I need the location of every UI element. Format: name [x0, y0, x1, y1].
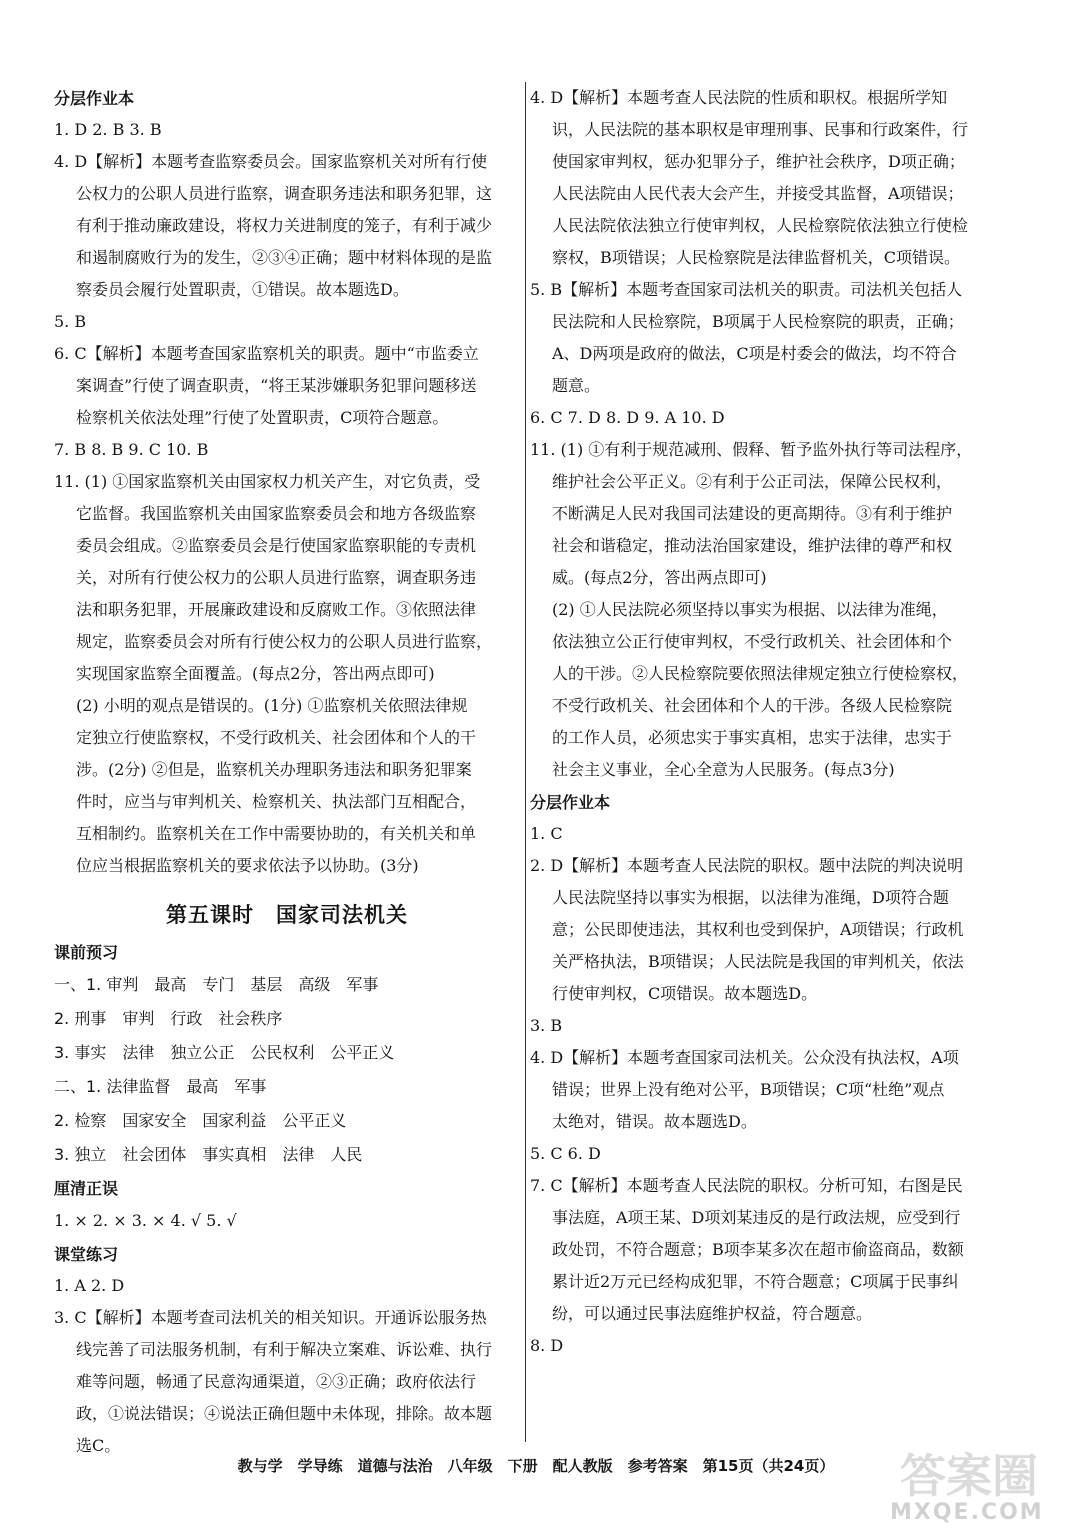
preview-answers [54, 968, 520, 1172]
section-heading-preview: 课前预习 [54, 943, 119, 962]
answer-line: 它监督。我国监察机关由国家监察委员会和地方各级监察 [76, 504, 477, 523]
answer-line: 涉。(2分) ②但是，监察机关办理职务违法和职务犯罪案 [76, 760, 472, 779]
answer-line: 检察机关依法处理”行使了处置职责，C项符合题意。 [76, 408, 449, 427]
answer-line: 3. 独立 社会团体 事实真相 法律 人民 [54, 1145, 363, 1164]
answer-line: 8. D [530, 1336, 564, 1355]
answer-line: A、D两项是政府的做法，C项是村委会的做法，均不符合 [552, 344, 957, 363]
answer-line: 6. C【解析】本题考查国家监察机关的职责。题中“市监委立 [54, 344, 479, 363]
answer-line: 意；公民即使违法，其权利也受到保护，A项错误；行政机 [552, 920, 964, 939]
answer-line: 和遏制腐败行为的发生，②③④正确；题中材料体现的是监 [76, 248, 493, 267]
answer-line: 5. B [54, 312, 87, 331]
answer-line: 错误；世界上没有绝对公平，B项错误；C项“杜绝”观点 [552, 1080, 945, 1099]
answer-line: 的工作人员，必须忠实于事实真相，忠实于法律，忠实于 [552, 728, 953, 747]
left-column [54, 82, 520, 1462]
answer-line: 有利于推动廉政建设，将权力关进制度的笼子，有利于减少 [76, 216, 493, 235]
answer-line: 线完善了司法服务机制，有利于解决立案难、诉讼难、执行 [76, 1340, 493, 1359]
answer-line: 依法独立公正行使审判权，不受行政机关、社会团体和个 [552, 632, 953, 651]
layered-homework-answers-2 [530, 818, 1000, 1362]
answer-line: 规定，监察委员会对所有行使公权力的公职人员进行监察， [76, 632, 493, 651]
answer-line: 累计近2万元已经构成犯罪，不符合题意；C项属于民事纠 [552, 1272, 959, 1291]
answer-line: 3. C【解析】本题考查司法机关的相关知识。开通诉讼服务热 [54, 1308, 487, 1327]
answer-line: 1. D 2. B 3. B [54, 120, 162, 139]
answer-line: 威。(每点2分，答出两点即可) [552, 568, 767, 587]
class-practice-answers [54, 1270, 520, 1462]
section-heading-layered-homework-2: 分层作业本 [530, 793, 611, 812]
answer-line: 使国家审判权，惩办犯罪分子，维护社会秩序，D项正确； [552, 152, 965, 171]
answer-line: 7. C【解析】本题考查人民法院的职权。分析可知，右图是民 [530, 1176, 963, 1195]
answer-line: 6. C 7. D 8. D 9. A 10. D [530, 408, 725, 427]
answer-line: 5. B【解析】本题考查国家司法机关的职责。司法机关包括人 [530, 280, 963, 299]
answer-line: 定独立行使监察权，不受行政机关、社会团体和个人的干 [76, 728, 477, 747]
section-heading-class-practice: 课堂练习 [54, 1245, 119, 1264]
answer-line: 11. (1) ①国家监察机关由国家权力机关产生，对它负责，受 [54, 472, 481, 491]
answer-line: 7. B 8. B 9. C 10. B [54, 440, 209, 459]
answer-line: 难等问题，畅通了民意沟通渠道，②③正确；政府依法行 [76, 1372, 477, 1391]
answer-line: 关，对所有行使公权力的公职人员进行监察，调查职务违 [76, 568, 477, 587]
answer-line: 太绝对，错误。故本题选D。 [552, 1112, 757, 1131]
answer-line: 察权，B项错误；人民检察院是法律监督机关，C项错误。 [552, 248, 961, 267]
answer-line: 位应当根据监察机关的要求依法予以协助。(3分) [76, 856, 419, 875]
answer-line: 识，人民法院的基本职权是审理刑事、民事和行政案件，行 [552, 120, 969, 139]
answer-line: 5. C 6. D [530, 1144, 601, 1163]
answer-line: 案调查”行使了调查职责，“将王某涉嫌职务犯罪问题移送 [76, 376, 477, 395]
answer-line: 4. D【解析】本题考查国家司法机关。公众没有执法权，A项 [530, 1048, 959, 1067]
answer-line: 委员会组成。②监察委员会是行使国家监察职能的专责机 [76, 536, 477, 555]
answer-line: 察委员会履行处置职责，①错误。故本题选D。 [76, 280, 409, 299]
layered-homework-answers [54, 114, 520, 882]
answer-line: 纷，可以通过民事法庭维护权益，符合题意。 [552, 1304, 873, 1323]
court-answers [530, 82, 1000, 786]
answer-line: 4. D【解析】本题考查监察委员会。国家监察机关对所有行使 [54, 152, 488, 171]
answer-line: 人的干涉。②人民检察院要依照法律规定独立行使检察权， [552, 664, 969, 683]
answer-line: 2. 检察 国家安全 国家利益 公平正义 [54, 1111, 347, 1130]
answer-line: 关严格执法，B项错误；人民法院是我国的审判机关，依法 [552, 952, 964, 971]
answer-line: 件时，应当与审判机关、检察机关、执法部门互相配合， [76, 792, 477, 811]
answer-line: 行使审判权，C项错误。故本题选D。 [552, 984, 818, 1003]
answer-line: 11. (1) ①有利于规范减刑、假释、暂予监外执行等司法程序， [530, 440, 973, 459]
answer-line: 社会主义事业，全心全意为人民服务。(每点3分) [552, 760, 895, 779]
answer-line: 2. 刑事 审判 行政 社会秩序 [54, 1009, 283, 1028]
answer-line: 政处罚，不符合题意；B项李某多次在超市偷盗商品，数额 [552, 1240, 964, 1259]
answer-line: 不断满足人民对我国司法建设的更高期待。③有利于维护 [552, 504, 953, 523]
answer-line: 题意。 [552, 376, 601, 395]
answer-line: 社会和谐稳定，推动法治国家建设，维护法律的尊严和权 [552, 536, 953, 555]
right-column [530, 82, 1000, 1362]
answer-line: 1. C [530, 824, 563, 843]
answer-line: 实现国家监察全面覆盖。(每点2分，答出两点即可) [76, 664, 435, 683]
answer-line: 不受行政机关、社会团体和个人的干涉。各级人民检察院 [552, 696, 953, 715]
watermark-url: MXQE.COM [890, 1500, 1044, 1525]
answer-line: 人民法院由人民代表大会产生，并接受其监督，A项错误； [552, 184, 964, 203]
answer-line: (2) ①人民法院必须坚持以事实为根据、以法律为准绳， [552, 600, 948, 619]
chapter-title: 第五课时 国家司法机关 [166, 903, 408, 927]
answer-line: 法和职务犯罪，开展廉政建设和反腐败工作。③依照法律 [76, 600, 477, 619]
answer-line: 事法庭，A项王某、D项刘某违反的是行政法规，应受到行 [552, 1208, 961, 1227]
answer-line: 3. 事实 法律 独立公正 公民权利 公平正义 [54, 1043, 395, 1062]
answer-line: 公权力的公职人员进行监察，调查职务违法和职务犯罪，这 [76, 184, 493, 203]
true-false-answers: 1. × 2. × 3. × 4. √ 5. √ [54, 1211, 237, 1230]
answer-line: 互相制约。监察机关在工作中需要协助的，有关机关和单 [76, 824, 477, 843]
answer-line: (2) 小明的观点是错误的。(1分) ①监察机关依照法律规 [76, 696, 468, 715]
answer-line: 选C。 [76, 1436, 121, 1455]
section-heading-layered-homework: 分层作业本 [54, 89, 135, 108]
answer-line: 4. D【解析】本题考查人民法院的性质和职权。根据所学知 [530, 88, 948, 107]
answer-line: 1. A 2. D [54, 1276, 125, 1295]
answer-line: 3. B [530, 1016, 563, 1035]
section-heading-true-false: 厘清正误 [54, 1179, 119, 1198]
answer-line: 二、1. 法律监督 最高 军事 [54, 1077, 267, 1096]
watermark-logo: 答案圈 [900, 1449, 1038, 1503]
answer-line: 维护社会公平正义。②有利于公正司法，保障公民权利， [552, 472, 953, 491]
answer-line: 人民法院坚持以事实为根据，以法律为准绳，D项符合题 [552, 888, 949, 907]
page-footer: 教与学 学导练 道德与法治 八年级 下册 配人教版 参考答案 第15页（共24页） [237, 1457, 835, 1475]
answer-line: 政，①说法错误；④说法正确但题中未体现，排除。故本题 [76, 1404, 493, 1423]
answer-line: 2. D【解析】本题考查人民法院的职权。题中法院的判决说明 [530, 856, 964, 875]
answer-line: 一、1. 审判 最高 专门 基层 高级 军事 [54, 975, 379, 994]
answer-line: 民法院和人民检察院，B项属于人民检察院的职责，正确； [552, 312, 964, 331]
answer-line: 人民法院依法独立行使审判权，人民检察院依法独立行使检 [552, 216, 969, 235]
column-divider [525, 82, 526, 1442]
